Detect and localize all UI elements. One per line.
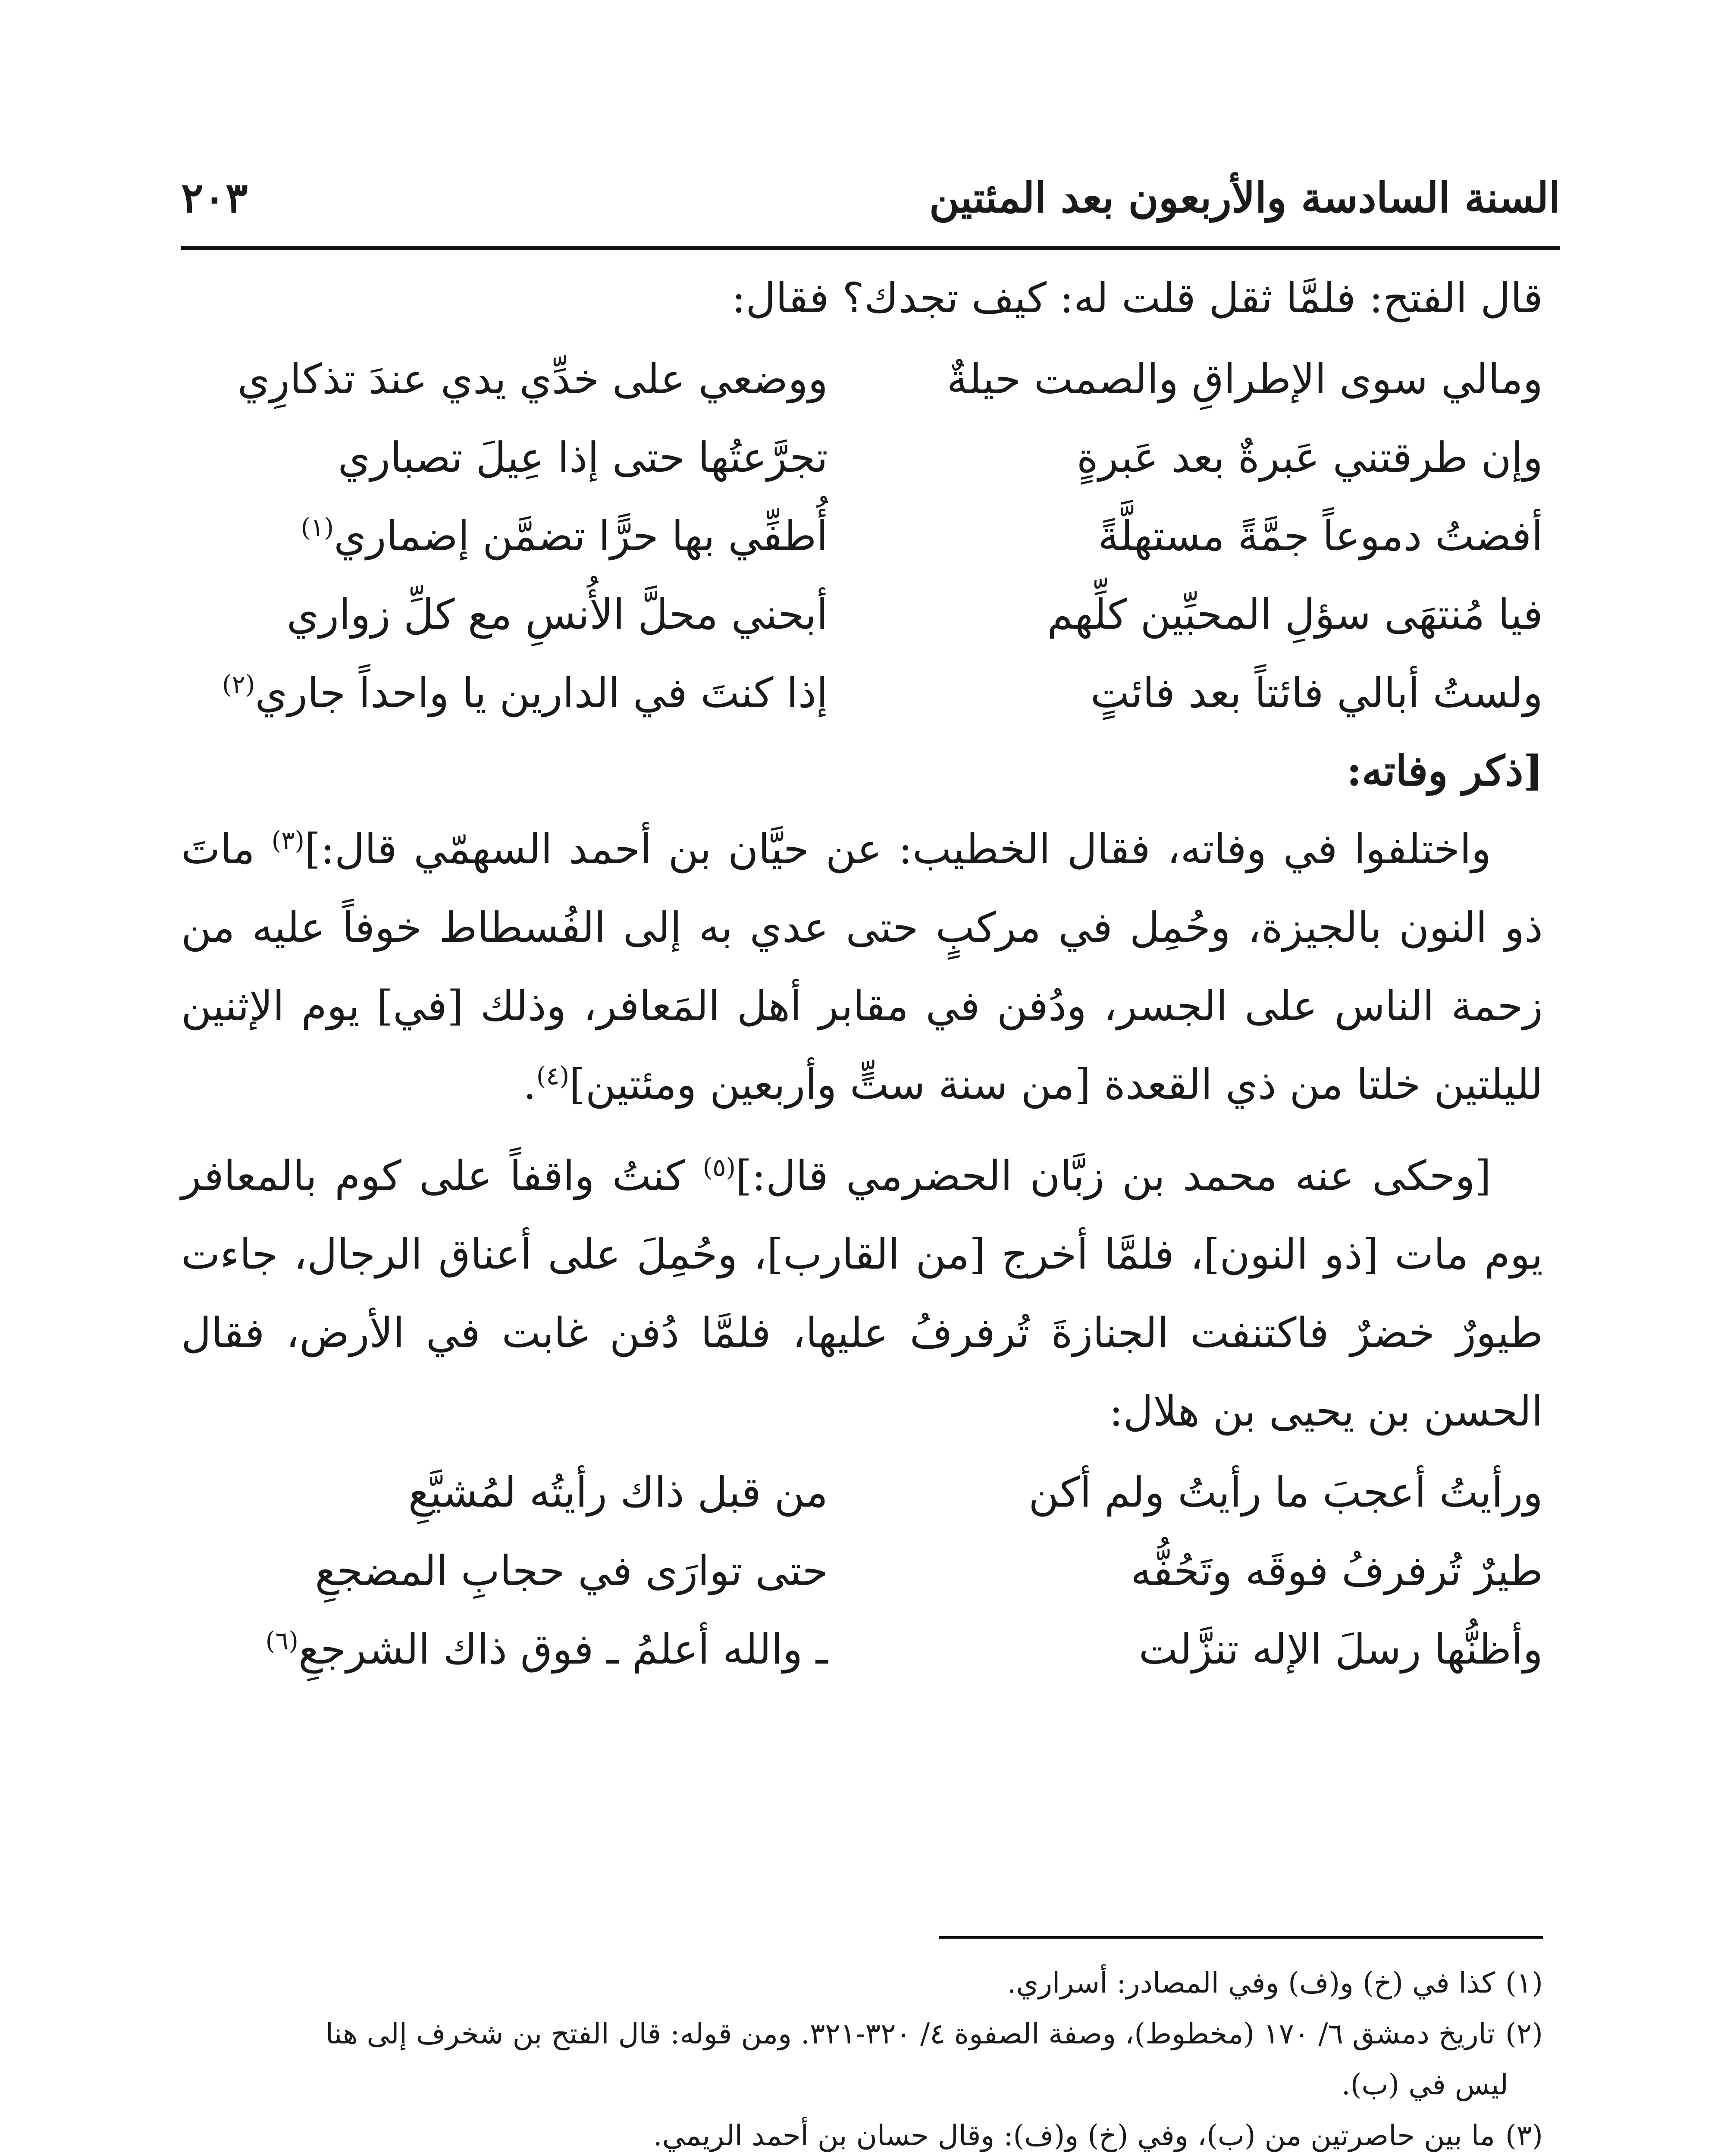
hemistich-text: ووضعي على خدِّي يدي عندَ تذكارِي	[237, 355, 828, 403]
hemistich-text: إذا كنتَ في الدارين يا واحداً جاري	[255, 669, 828, 717]
verse-line	[181, 654, 1543, 732]
poem-1	[181, 340, 1543, 732]
verse-second-hemistich	[181, 1625, 828, 1673]
hemistich-text: ـ والله أعلمُ ـ فوق ذاك الشرجعِ	[298, 1625, 828, 1673]
verse-line	[181, 575, 1543, 654]
verse-second-hemistich	[181, 512, 828, 560]
paragraph-text: .	[523, 1060, 536, 1109]
verse-line	[181, 497, 1543, 575]
footnote-text: كذا في (خ) و(ف) وفي المصادر: أسراري.	[1007, 1966, 1495, 1999]
verse-first-hemistich: أفضتُ دموعاً جمَّةً مستهلَّةً	[1098, 512, 1543, 560]
paragraph-text: [وحكى عنه محمد بن زبَّان الحضرمي قال:]	[736, 1152, 1492, 1200]
footnote-marker: (٦)	[265, 1626, 299, 1655]
verse-first-hemistich: طيرٌ تُرفرفُ فوقَه وتَحُفُّه	[1131, 1547, 1543, 1595]
footnote-marker: (١)	[301, 513, 334, 542]
paragraph-birds	[181, 1137, 1543, 1451]
page-header	[181, 168, 1560, 233]
verse-first-hemistich: ولستُ أبالي فائتاً بعد فائتٍ	[1090, 669, 1543, 717]
footnote-marker: (٤)	[536, 1061, 570, 1091]
hemistich-text: من قبل ذاك رأيتُه لمُشيَّعِ	[408, 1468, 828, 1517]
page-number: ٢٠٣	[181, 173, 248, 222]
hemistich-text: أُطفِّي بها حرًّا تضمَّن إضماري	[334, 512, 828, 560]
hemistich-text: تجرَّعتُها حتى إذا عِيلَ تصباري	[338, 433, 828, 482]
verse-second-hemistich	[181, 669, 828, 717]
verse-second-hemistich	[181, 433, 828, 482]
verse-first-hemistich: فيا مُنتهَى سؤلِ المحبِّين كلِّهم	[1047, 590, 1543, 639]
footnote-marker: (٥)	[702, 1153, 736, 1182]
footnote-number: (١)	[1505, 1966, 1543, 1999]
verse-first-hemistich: ومالي سوى الإطراقِ والصمت حيلةٌ	[947, 355, 1543, 403]
footnote-marker: (٣)	[271, 826, 305, 855]
footnote-text: ما بين حاصرتين من (ب)، وفي (خ) و(ف): وقال حسان بن أحمد الريمي.	[653, 2119, 1495, 2152]
paragraph-text: واختلفوا في وفاته، فقال الخطيب: عن حيَّان بن أحمد السهمّي قال:]	[304, 825, 1492, 873]
verse-line	[181, 1610, 1543, 1689]
footnote	[181, 2110, 1543, 2156]
verse-second-hemistich	[181, 590, 828, 639]
verse-first-hemistich: وأظنُّها رسلَ الإله تنزَّلت	[1138, 1625, 1543, 1673]
running-title: السنة السادسة والأربعون بعد المئتين	[929, 173, 1560, 222]
verse-second-hemistich	[181, 1547, 828, 1595]
poem-2	[181, 1453, 1543, 1689]
section-heading: [ذكر وفاته:	[1346, 746, 1543, 795]
hemistich-text: حتى توارَى في حجابِ المضجعِ	[315, 1547, 828, 1595]
verse-second-hemistich	[181, 1468, 828, 1517]
main-text	[181, 259, 1543, 1689]
footnotes	[181, 1958, 1543, 2156]
paragraph-text: كنتُ واقفاً على كوم بالمعافر يوم مات [ذو النون]، فلمَّا أخرج [من القارب]، وحُمِلَ على أعناق الرجال، جاءت طيورٌ خضرٌ فاكتنفت الجنازةَ تُرفرفُ عليها، فلمَّا دُفن غابت في الأرض، فقال الحسن بن يحيى بن هلال:	[181, 1152, 1543, 1435]
footnote	[181, 2009, 1543, 2059]
footnote	[181, 1958, 1543, 2009]
intro-line: قال الفتح: فلمَّا ثقل قلت له: كيف تجدك؟ فقال:	[731, 274, 1543, 322]
verse-line	[181, 1532, 1543, 1610]
verse-second-hemistich	[181, 355, 828, 403]
verse-first-hemistich: وإن طرقتني عَبرةٌ بعد عَبرةٍ	[1076, 433, 1543, 482]
verse-line	[181, 1453, 1543, 1532]
footnote-rule	[939, 1936, 1543, 1939]
footnote-continuation: ليس في (ب).	[1341, 2068, 1508, 2101]
paragraph-death	[181, 810, 1543, 1124]
header-rule	[181, 246, 1560, 250]
footnote-marker: (٢)	[222, 670, 255, 699]
verse-line	[181, 340, 1543, 418]
hemistich-text: أبحني محلَّ الأُنسِ مع كلِّ زواري	[286, 590, 828, 639]
footnote-number: (٢)	[1505, 2017, 1543, 2050]
paragraph-text: ماتَ ذو النون بالجيزة، وحُمِل في مركبٍ حتى عدي به إلى الفُسطاط خوفاً عليه من زحمة الناس على الجسر، ودُفن في مقابر أهل المَعافر، وذلك [في] يوم الإثنين لليلتين خلتا من ذي القعدة [من سنة ستٍّ وأربعين ومئتين]	[181, 825, 1543, 1109]
verse-first-hemistich: ورأيتُ أعجبَ ما رأيتُ ولم أكن	[1028, 1468, 1543, 1517]
footnote-number: (٣)	[1505, 2119, 1543, 2152]
footnote-text: تاريخ دمشق ٦/ ١٧٠ (مخطوط)، وصفة الصفوة ٤/ ٣٢٠-٣٢١. ومن قوله: قال الفتح بن شخرف إلى هنا	[325, 2017, 1495, 2050]
spacer	[181, 1124, 1543, 1137]
verse-line	[181, 418, 1543, 497]
